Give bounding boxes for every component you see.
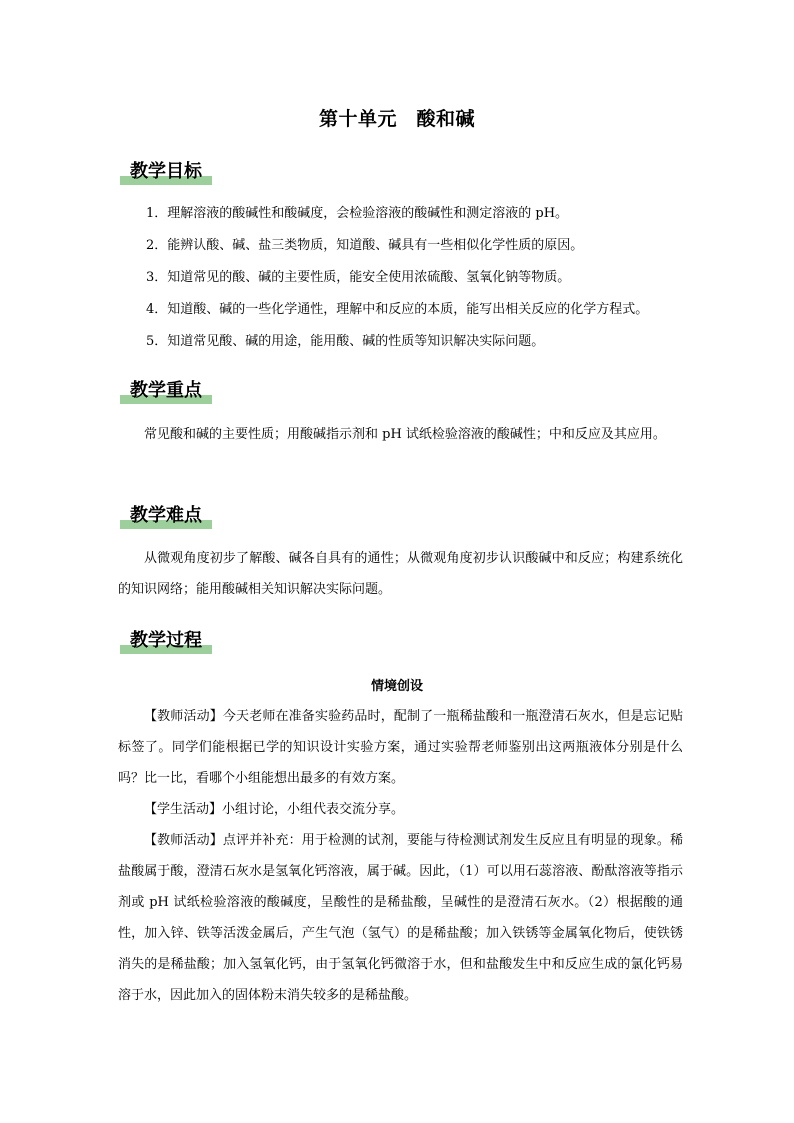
objectives-heading-label: 教学目标 [130,161,202,182]
objectives-list [146,204,706,364]
student-activity [118,794,683,825]
objective-item-2: 2．能辨认酸、碱、盐三类物质，知道酸、碱具有一些相似化学性质的原因。 [146,238,584,253]
objective-item-1: 1．理解溶液的酸碱性和酸碱度，会检验溶液的酸碱性和测定溶液的 pH。 [146,206,569,221]
key-points-heading-label: 教学重点 [130,380,202,401]
scenario-subheading: 情境创设 [370,679,423,694]
objective-item-3: 3．知道常见的酸、碱的主要性质，能安全使用浓硫酸、氢氧化钠等物质。 [146,270,571,285]
activity-tag: 【学生活动】 [144,802,223,817]
process-heading-label: 教学过程 [130,630,202,651]
objectives-heading [120,157,202,187]
key-points-heading [120,376,202,406]
activity-text: 今天老师在准备实验药品时，配制了一瓶稀盐酸和一瓶澄清石灰水，但是忘记贴标签了。同学们能根据已学的知识设计实验方案，通过实验帮老师鉴别出这两瓶液体分别是什么吗？比一比，看哪个小组能想出最多的有效方案。 [118,709,683,786]
process-heading [120,626,202,656]
activity-tag: 【教师活动】 [144,833,223,848]
activity-tag: 【教师活动】 [144,709,223,724]
objective-item-4: 4．知道酸、碱的一些化学通性，理解中和反应的本质，能写出相关反应的化学方程式。 [146,302,649,317]
difficulties-heading [120,501,202,531]
difficulties-heading-label: 教学难点 [130,505,202,526]
difficulties-text: 从微观角度初步了解酸、碱各自具有的通性；从微观角度初步认识酸碱中和反应；构建系统化的知识网络；能用酸碱相关知识解决实际问题。 [118,551,683,597]
teacher-activity-1 [118,701,683,794]
objective-item-5: 5．知道常见酸、碱的用途，能用酸、碱的性质等知识解决实际问题。 [146,334,545,349]
key-points-text: 常见酸和碱的主要性质；用酸碱指示剂和 pH 试纸检验溶液的酸碱性；中和反应及其应用。 [144,427,666,442]
activity-text: 小组讨论，小组代表交流分享。 [222,802,405,817]
activity-text: 点评并补充：用于检测的试剂，要能与待检测试剂发生反应且有明显的现象。稀盐酸属于酸，澄清石灰水是氢氧化钙溶液，属于碱。因此，（1）可以用石蕊溶液、酚酞溶液等指示剂或 pH 试纸检验溶液的酸碱度，呈酸性的是稀盐酸，呈碱性的是澄清石灰水。（2）根据酸的通性，加入锌、铁等活泼金属后，产生气泡（氢气）的是稀盐酸；加入铁锈等金属氧化物后，使铁锈消失的是稀盐酸；加入氢氧化钙，由于氢氧化钙微溶于水，但和盐酸发生中和反应生成的氯化钙易溶于水，因此加入的固体粉末消失较多的是稀盐酸。 [118,833,683,1003]
teacher-activity-2 [118,825,683,1011]
page-title: 第十单元 酸和碱 [318,108,475,130]
